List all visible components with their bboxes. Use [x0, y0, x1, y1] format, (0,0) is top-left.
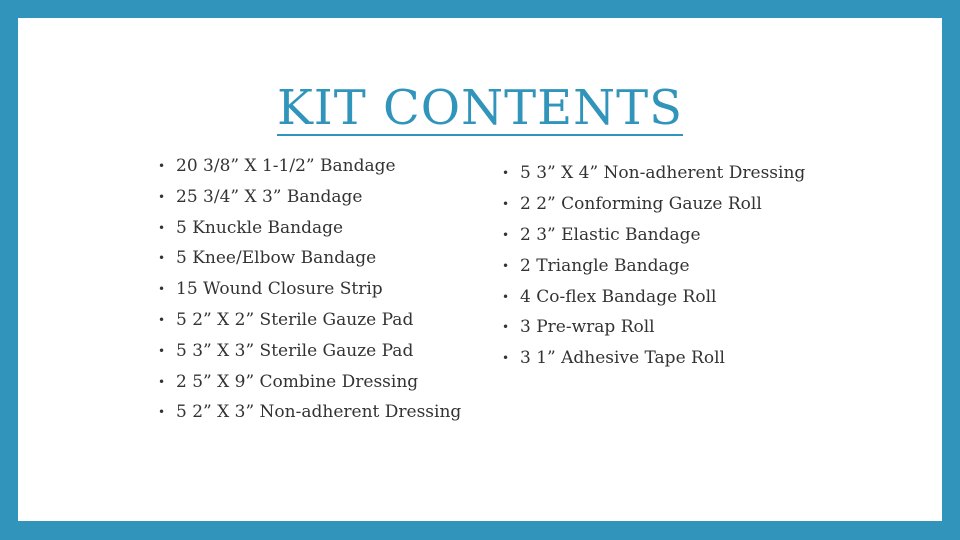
- list-item: • 20 3/8” X 1-1/2” Bandage: [158, 156, 461, 176]
- list-item: • 3 Pre-wrap Roll: [502, 317, 805, 337]
- list-item: • 2 Triangle Bandage: [502, 256, 805, 276]
- list-item: • 2 5” X 9” Combine Dressing: [158, 372, 461, 392]
- list-item: • 2 3” Elastic Bandage: [502, 225, 805, 245]
- slide-title: [18, 80, 942, 136]
- list-item: • 4 Co-flex Bandage Roll: [502, 287, 805, 307]
- list-item: • 5 2” X 3” Non-adherent Dressing: [158, 402, 461, 422]
- list-item: • 25 3/4” X 3” Bandage: [158, 187, 461, 207]
- list-item: • 5 3” X 4” Non-adherent Dressing: [502, 163, 805, 183]
- slide-canvas: [18, 18, 942, 521]
- slide-title-text: KIT CONTENTS: [276, 80, 684, 136]
- kit-list-right: [502, 163, 805, 379]
- list-item: • 5 Knuckle Bandage: [158, 218, 461, 238]
- list-item: • 5 Knee/Elbow Bandage: [158, 248, 461, 268]
- list-item: • 5 3” X 3” Sterile Gauze Pad: [158, 341, 461, 361]
- kit-list-left: [158, 156, 461, 433]
- list-item: • 15 Wound Closure Strip: [158, 279, 461, 299]
- list-item: • 5 2” X 2” Sterile Gauze Pad: [158, 310, 461, 330]
- list-item: • 2 2” Conforming Gauze Roll: [502, 194, 805, 214]
- list-item: • 3 1” Adhesive Tape Roll: [502, 348, 805, 368]
